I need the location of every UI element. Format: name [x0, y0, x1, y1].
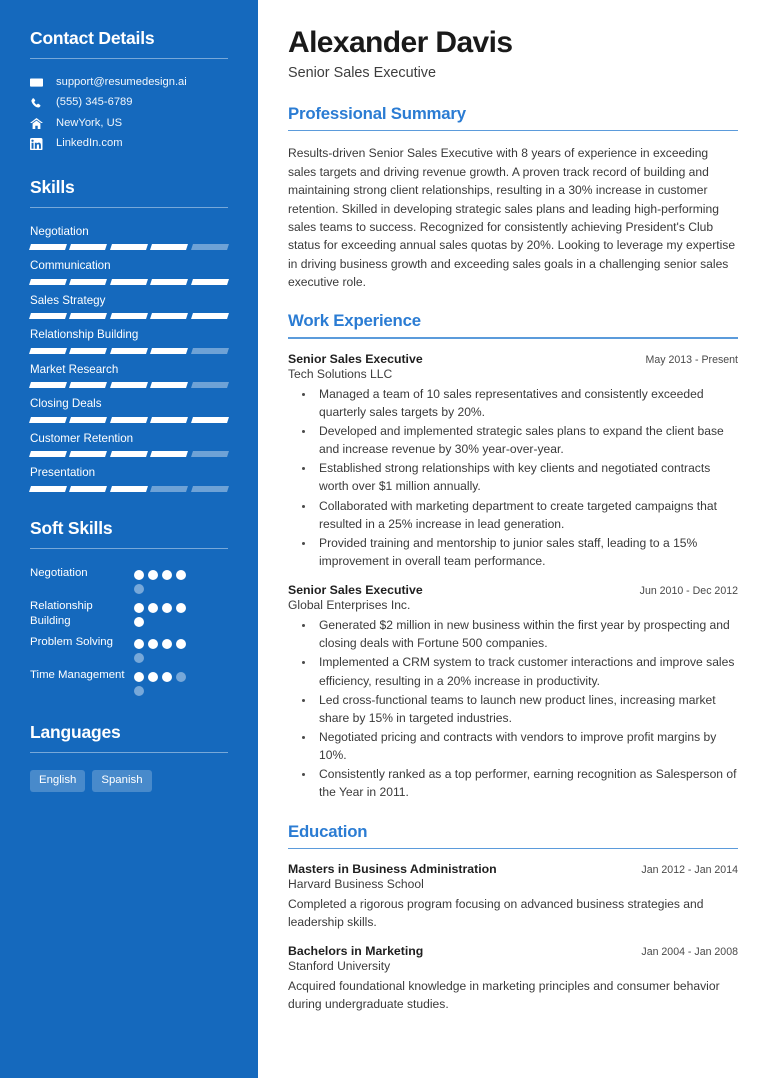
skill-item — [30, 225, 228, 250]
skill-item — [30, 466, 228, 491]
skill-bar-segment — [110, 244, 148, 250]
soft-skill-item — [30, 668, 228, 696]
skill-bar-segment — [191, 244, 229, 250]
education-entry-description: Completed a rigorous program focusing on advanced business strategies and leadership skills. — [288, 896, 704, 930]
work-bullet: • Negotiated pricing and contracts with vendors to improve profit margins by 10%. — [315, 728, 738, 764]
skill-level-bar — [30, 382, 228, 388]
soft-skill-dot — [176, 639, 186, 649]
work-entry-role: Senior Sales Executive — [288, 351, 423, 366]
contact-item-text: support@resumedesign.ai — [56, 76, 187, 88]
soft-skill-dot — [134, 672, 144, 682]
skill-level-bar — [30, 451, 228, 457]
skill-bar-segment — [29, 417, 67, 423]
work-experience-heading: Work Experience — [288, 311, 421, 331]
skill-bar-segment — [110, 279, 148, 285]
skill-bar-segment — [150, 279, 188, 285]
skill-level-bar — [30, 348, 228, 354]
education-entry-school: Stanford University — [288, 959, 391, 974]
soft-skill-name: Time Management — [30, 669, 125, 682]
soft-skill-name: Problem Solving — [30, 636, 113, 649]
skill-item — [30, 294, 228, 319]
skill-bar-segment — [110, 417, 148, 423]
contact-list — [30, 76, 228, 151]
candidate-job-title: Senior Sales Executive — [288, 65, 436, 81]
skill-bar-segment — [29, 244, 67, 250]
work-entry-header — [288, 352, 738, 366]
contact-item[interactable] — [30, 96, 228, 109]
work-experience-section — [288, 311, 738, 801]
skill-bar-segment — [150, 348, 188, 354]
skill-bar-segment — [191, 279, 229, 285]
skill-name: Closing Deals — [30, 397, 102, 411]
soft-skill-dot — [148, 639, 158, 649]
skill-level-bar — [30, 313, 228, 319]
education-entry — [288, 944, 738, 1013]
work-entry-bullets — [288, 385, 738, 570]
education-entry-date: Jan 2004 - Jan 2008 — [641, 946, 738, 959]
contact-item[interactable] — [30, 117, 228, 130]
professional-summary-heading: Professional Summary — [288, 104, 466, 123]
skill-bar-segment — [110, 313, 148, 319]
soft-skill-dot — [134, 686, 144, 696]
language-tag[interactable]: Spanish — [92, 770, 151, 792]
soft-skill-dot — [134, 570, 144, 580]
professional-summary-section — [288, 104, 738, 291]
sidebar — [0, 0, 258, 1078]
work-bullet: • Implemented a CRM system to track customer interactions and improve sales efficiency, resulting in a 20% increase in productivity. — [315, 653, 738, 689]
skill-bar-segment — [69, 451, 107, 457]
skill-bar-segment — [29, 279, 67, 285]
soft-skill-name: Negotiation — [30, 566, 88, 579]
soft-skill-item — [30, 635, 228, 663]
soft-skill-dot — [134, 603, 144, 613]
contact-details-section — [30, 28, 228, 151]
education-entry-description: Acquired foundational knowledge in marketing principles and consumer behavior during undergraduate studies. — [288, 979, 720, 1012]
soft-skill-dot — [134, 617, 144, 627]
skill-bar-segment — [69, 348, 107, 354]
soft-skill-level-dots — [134, 566, 196, 594]
work-experience-list — [288, 352, 738, 802]
soft-skill-dot — [148, 603, 158, 613]
work-bullet: • Collaborated with marketing department to create targeted campaigns that resulted in a 25% increase in lead generation. — [315, 497, 738, 533]
soft-skill-dot — [134, 584, 144, 594]
home-icon — [30, 117, 48, 130]
work-bullet: • Established strong relationships with key clients and negotiated contracts worth over $1 million annually. — [315, 459, 738, 495]
languages-list — [30, 770, 228, 792]
skill-bar-segment — [69, 382, 107, 388]
work-bullet: • Managed a team of 10 sales representatives and consistently exceeded quarterly sales targets by 20%. — [315, 385, 738, 421]
work-experience-divider — [288, 337, 738, 338]
skill-bar-segment — [69, 279, 107, 285]
skill-bar-segment — [110, 348, 148, 354]
work-entry-date: May 2013 - Present — [645, 353, 738, 366]
soft-skills-list — [30, 566, 228, 696]
candidate-name: Alexander Davis — [288, 26, 513, 59]
languages-divider — [30, 752, 228, 753]
skill-item — [30, 328, 228, 353]
soft-skill-level-dots — [134, 599, 196, 627]
education-entry-header — [288, 862, 738, 876]
soft-skill-item — [30, 566, 228, 594]
soft-skill-dot — [162, 603, 172, 613]
skill-bar-segment — [110, 486, 148, 492]
skill-bar-segment — [150, 382, 188, 388]
soft-skill-level-dots — [134, 635, 196, 663]
education-entry-degree: Bachelors in Marketing — [288, 944, 424, 959]
skill-name: Sales Strategy — [30, 293, 106, 307]
work-bullet: • Generated $2 million in new business within the first year by prospecting and closing deals with Fortune 500 companies. — [315, 616, 738, 652]
skill-bar-segment — [110, 451, 148, 457]
skill-bar-segment — [150, 417, 188, 423]
skill-bar-segment — [69, 486, 107, 492]
work-bullet: • Developed and implemented strategic sales plans to expand the client base and increase revenue by 30% year-over-year. — [315, 422, 738, 458]
skill-bar-segment — [191, 348, 229, 354]
skill-bar-segment — [69, 244, 107, 250]
soft-skill-dot — [176, 603, 186, 613]
envelope-icon — [30, 76, 48, 89]
skill-bar-segment — [110, 382, 148, 388]
skill-bar-segment — [29, 348, 67, 354]
soft-skill-dot — [134, 653, 144, 663]
work-bullet: • Consistently ranked as a top performer, earning recognition as Salesperson of the Year in 2011. — [315, 765, 738, 801]
skill-name: Relationship Building — [30, 328, 139, 342]
contact-item[interactable] — [30, 76, 228, 89]
work-entry-role: Senior Sales Executive — [288, 583, 423, 598]
main-content — [258, 0, 768, 1078]
work-entry — [288, 352, 738, 570]
skill-bar-segment — [29, 382, 67, 388]
soft-skill-dot — [176, 570, 186, 580]
skill-name: Customer Retention — [30, 431, 134, 445]
skill-bar-segment — [150, 313, 188, 319]
work-entry — [288, 583, 738, 801]
soft-skills-heading: Soft Skills — [30, 517, 113, 538]
skill-item — [30, 397, 228, 422]
education-heading: Education — [288, 821, 368, 841]
skill-level-bar — [30, 244, 228, 250]
education-entry-date: Jan 2012 - Jan 2014 — [641, 863, 738, 876]
skills-heading: Skills — [30, 176, 75, 197]
soft-skill-level-dots — [134, 668, 196, 696]
skill-bar-segment — [191, 486, 229, 492]
skill-bar-segment — [150, 486, 188, 492]
education-divider — [288, 848, 738, 849]
skill-bar-segment — [69, 417, 107, 423]
work-entry-header — [288, 583, 738, 597]
education-entry — [288, 862, 738, 931]
skills-list — [30, 225, 228, 492]
skill-level-bar — [30, 417, 228, 423]
contact-item-text: NewYork, US — [56, 116, 123, 129]
skill-bar-segment — [29, 313, 67, 319]
skill-bar-segment — [69, 313, 107, 319]
professional-summary-divider — [288, 130, 738, 131]
education-entry-degree: Masters in Business Administration — [288, 861, 497, 876]
work-bullet: • Provided training and mentorship to junior sales staff, leading to a 15% improvement in overall team performance. — [315, 534, 738, 570]
soft-skill-dot — [176, 672, 186, 682]
skill-bar-segment — [191, 382, 229, 388]
work-bullet: • Led cross-functional teams to launch new product lines, increasing market share by 15% in targeted industries. — [315, 691, 738, 727]
soft-skill-dot — [134, 639, 144, 649]
contact-item[interactable] — [30, 137, 228, 150]
work-entry-organization: Global Enterprises Inc. — [288, 598, 411, 613]
education-entry-header — [288, 944, 738, 958]
skill-level-bar — [30, 486, 228, 492]
soft-skills-section — [30, 518, 228, 696]
work-entry-bullets — [288, 616, 738, 801]
contact-item-text: LinkedIn.com — [56, 137, 123, 150]
skill-name: Presentation — [30, 466, 96, 480]
soft-skill-dot — [162, 639, 172, 649]
skill-bar-segment — [191, 313, 229, 319]
contact-details-heading: Contact Details — [30, 28, 155, 48]
soft-skill-dot — [162, 570, 172, 580]
skills-section — [30, 177, 228, 492]
education-section — [288, 822, 738, 1014]
professional-summary-text: Results-driven Senior Sales Executive with 8 years of experience in exceeding sales targets and driving revenue growth. A proven track record of building and maintaining strong client relationships, resulting in a 30% increase in customer retention. Skilled in developing strategic sales plans and leading high-performing sales teams to success. Recognized for consistently achieving President's Club status for exceeding annual sales quotas by 20%. Looking to leverage my expertise in driving business growth and exceeding sales goals in a challenging senior sales executive role. — [288, 146, 736, 290]
skill-bar-segment — [29, 451, 67, 457]
skill-bar-segment — [191, 417, 229, 423]
soft-skill-item — [30, 599, 228, 630]
education-entry-school: Harvard Business School — [288, 876, 424, 891]
contact-details-divider — [30, 58, 228, 59]
work-entry-organization: Tech Solutions LLC — [288, 366, 393, 381]
skill-item — [30, 432, 228, 457]
soft-skill-name: Relationship Building — [30, 599, 93, 628]
skill-level-bar — [30, 279, 228, 285]
skill-bar-segment — [150, 244, 188, 250]
linkedin-icon — [30, 138, 48, 151]
skill-item — [30, 259, 228, 284]
education-list — [288, 862, 738, 1014]
soft-skill-dot — [162, 672, 172, 682]
skill-bar-segment — [191, 451, 229, 457]
work-entry-date: Jun 2010 - Dec 2012 — [639, 585, 738, 598]
phone-icon — [30, 97, 48, 110]
soft-skill-dot — [148, 570, 158, 580]
skill-name: Negotiation — [30, 224, 89, 238]
skill-bar-segment — [29, 486, 67, 492]
skill-bar-segment — [150, 451, 188, 457]
contact-item-text: (555) 345-6789 — [56, 96, 133, 109]
skill-name: Market Research — [30, 362, 119, 376]
skill-name: Communication — [30, 259, 111, 273]
skills-divider — [30, 207, 228, 208]
languages-section — [30, 722, 228, 792]
language-tag[interactable]: English — [30, 770, 85, 792]
languages-heading: Languages — [30, 722, 121, 743]
skill-item — [30, 363, 228, 388]
soft-skill-dot — [148, 672, 158, 682]
soft-skills-divider — [30, 548, 228, 549]
